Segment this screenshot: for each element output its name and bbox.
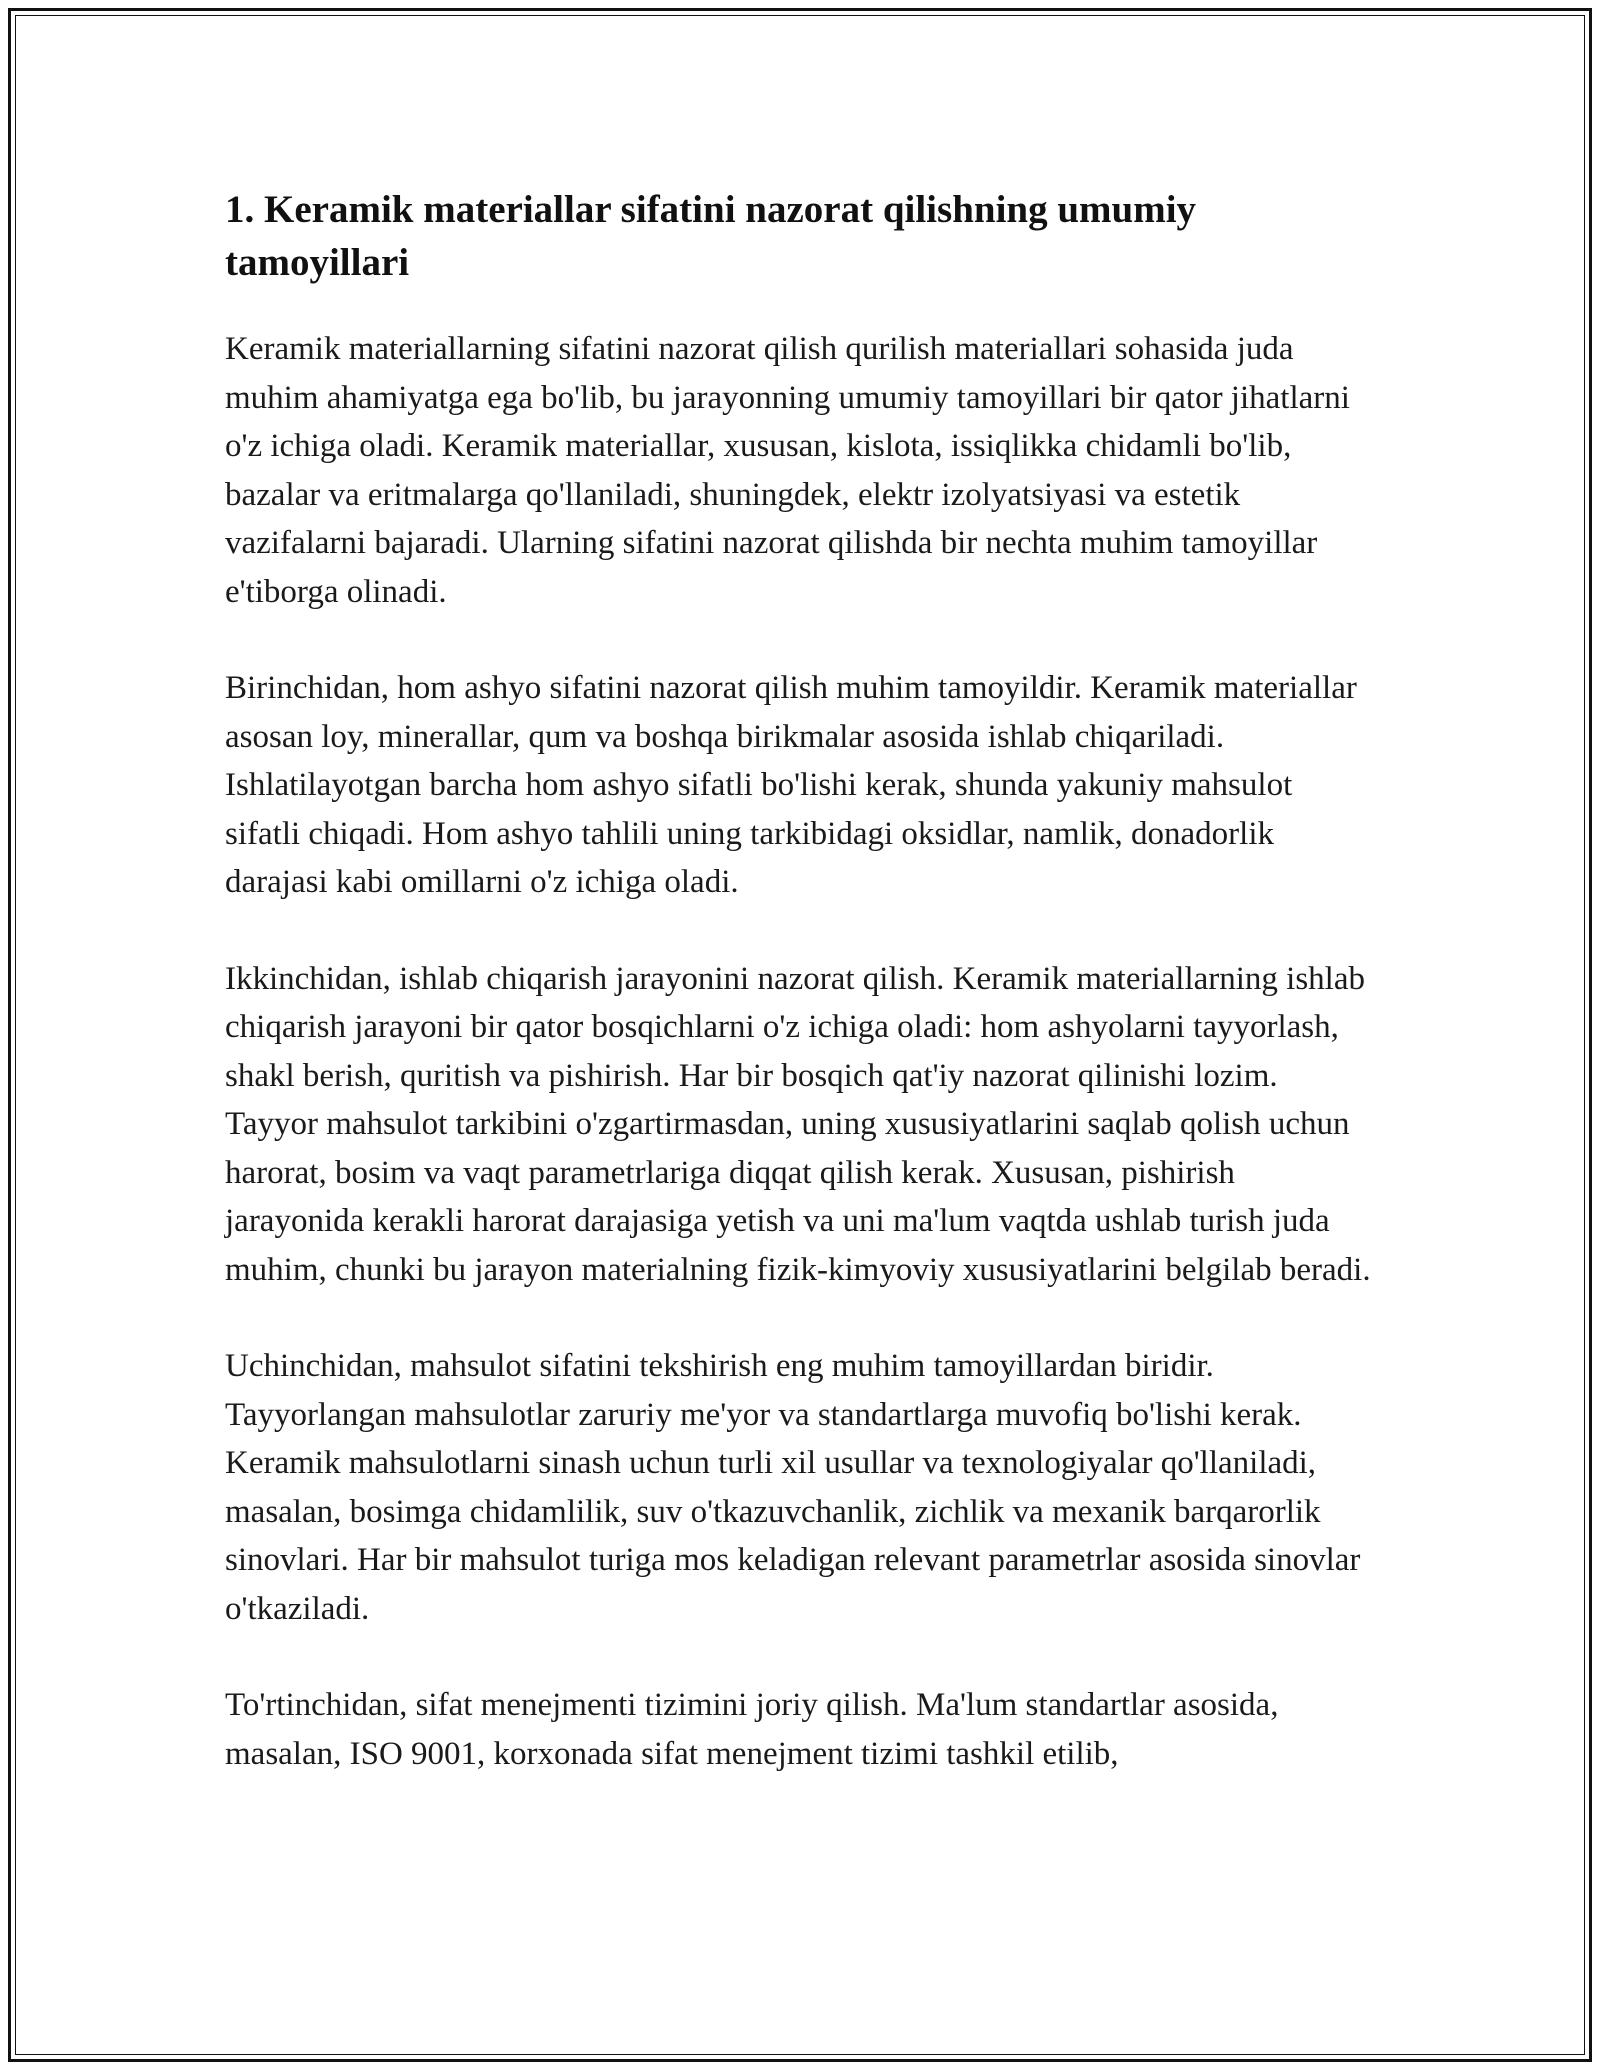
document-body	[225, 183, 1375, 1826]
paragraph-third-principle: Uchinchidan, mahsulot sifatini tekshirish eng muhim tamoyillardan biridir. Tayyorlangan mahsulotlar zaruriy me'yor va standartlarga muvofiq bo'lishi kerak. Keramik mahsulotlarni sinash uchun turli xil usullar va texnologiyalar qo'llaniladi, masalan, bosimga chidamlilik, suv o'tkazuvchanlik, zichlik va mexanik barqarorlik sinovlari. Har bir mahsulot turiga mos keladigan relevant parametrlar asosida sinovlar o'tkaziladi.	[225, 1348, 1361, 1627]
paragraph-first-principle: Birinchidan, hom ashyo sifatini nazorat qilish muhim tamoyildir. Keramik materiallar asosan loy, minerallar, qum va boshqa birikmalar asosida ishlab chiqariladi. Ishlatilayotgan barcha hom ashyo sifatli bo'lishi kerak, shunda yakuniy mahsulot sifatli chiqadi. Hom ashyo tahlili uning tarkibidagi oksidlar, namlik, donadorlik darajasi kabi omillarni o'z ichiga oladi.	[225, 670, 1357, 900]
paragraph-intro: Keramik materiallarning sifatini nazorat qilish qurilish materiallari sohasida juda muhim ahamiyatga ega bo'lib, bu jarayonning umumiy tamoyillari bir qator jihatlarni o'z ichiga oladi. Keramik materiallar, xususan, kislota, issiqlikka chidamli bo'lib, bazalar va eritmalarga qo'llaniladi, shuningdek, elektr izolyatsiyasi va estetik vazifalarni bajaradi. Ularning sifatini nazorat qilishda bir nechta muhim tamoyillar e'tiborga olinadi.	[225, 331, 1350, 610]
section-heading: 1. Keramik materiallar sifatini nazorat qilishning umumiy tamoyillari	[225, 188, 1197, 284]
paragraph-fourth-principle: To'rtinchidan, sifat menejmenti tizimini joriy qilish. Ma'lum standartlar asosida, masalan, ISO 9001, korxonada sifat menejment tizimi tashkil etilib,	[225, 1687, 1279, 1772]
paragraph-second-principle: Ikkinchidan, ishlab chiqarish jarayonini nazorat qilish. Keramik materiallarning ishlab chiqarish jarayoni bir qator bosqichlarni o'z ichiga oladi: hom ashyolarni tayyorlash, shakl berish, quritish va pishirish. Har bir bosqich qat'iy nazorat qilinishi lozim. Tayyor mahsulot tarkibini o'zgartirmasdan, uning xususiyatlarini saqlab qolish uchun harorat, bosim va vaqt parametrlariga diqqat qilish kerak. Xususan, pishirish jarayonida kerakli harorat darajasiga yetish va uni ma'lum vaqtda ushlab turish juda muhim, chunki bu jarayon materialning fizik-kimyoviy xususiyatlarini belgilab beradi.	[225, 960, 1371, 1288]
